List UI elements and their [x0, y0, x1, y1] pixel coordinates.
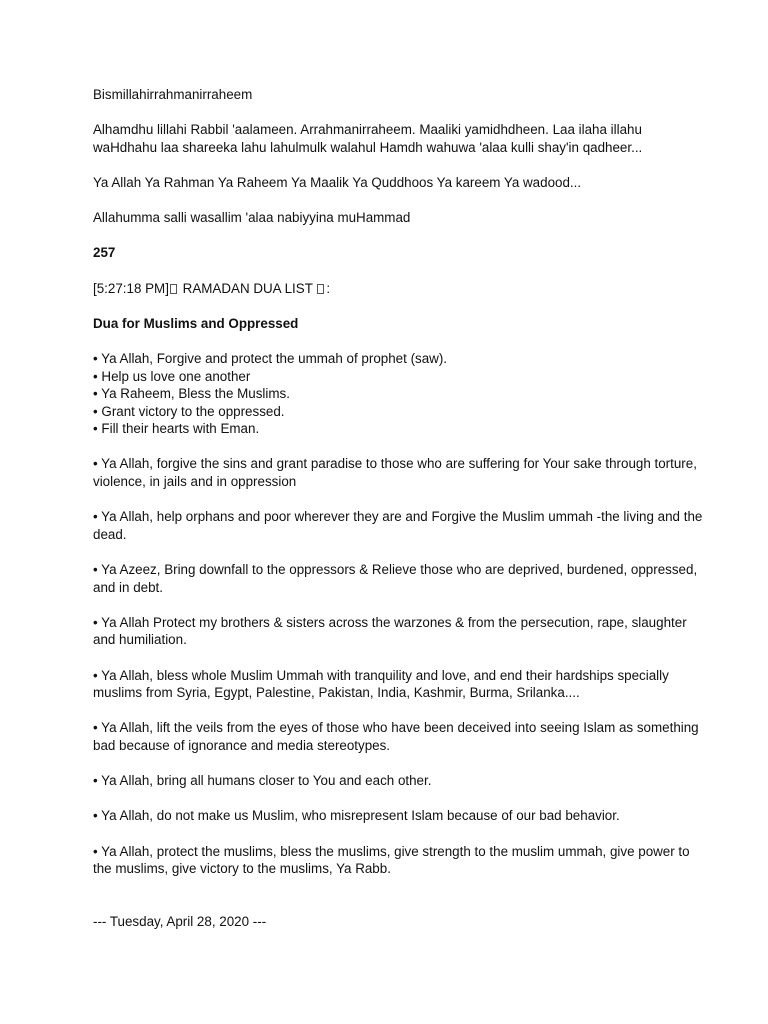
header-colon: : [326, 280, 331, 296]
header-title: RAMADAN DUA LIST [178, 280, 317, 296]
dua-paragraph: • Ya Allah, protect the muslims, bless the muslims, give strength to the muslim ummah, give power to the muslims, give victory to the muslims, Ya Rabb. [93, 843, 690, 877]
dua-paragraph: • Ya Allah Protect my brothers & sisters across the warzones & from the persecution, rape, slaughter and humiliation. [93, 614, 687, 648]
names-paragraph: Ya Allah Ya Rahman Ya Raheem Ya Maalik Ya Quddhoos Ya kareem Ya wadood... [93, 174, 582, 190]
list-item: • Grant victory to the oppressed. [93, 403, 285, 419]
basmala-line: Bismillahirrahmanirraheem [93, 87, 253, 102]
alhamdhu-paragraph: Alhamdhu lillahi Rabbil 'aalameen. Arrahmanirraheem. Maaliki yamidhdheen. Laa ilaha illahu waHdhahu laa shareeka lahu lahulmulk walahul Hamdh wahuwa 'alaa kulli shay'in qadheer... [93, 122, 643, 155]
date-footer: --- Tuesday, April 28, 2020 --- [93, 913, 267, 929]
list-item: • Ya Allah, Forgive and protect the ummah of prophet (saw). [93, 350, 448, 366]
list-item: • Fill their hearts with Eman. [93, 421, 260, 437]
message-header [93, 280, 708, 298]
list-item: • Ya Raheem, Bless the Muslims. [93, 386, 290, 402]
box-glyph-icon [317, 284, 324, 294]
header-time: [5:27:18 PM] [93, 280, 169, 296]
dua-paragraph: • Ya Allah, bring all humans closer to You and each other. [93, 773, 432, 789]
dua-paragraph: • Ya Allah, forgive the sins and grant paradise to those who are suffering for Your sake through torture, violence, in jails and in oppression [93, 456, 697, 490]
dua-paragraph: • Ya Allah, bless whole Muslim Ummah with tranquility and love, and end their hardships specially muslims from Syria, Egypt, Palestine, Pakistan, India, Kashmir, Burma, Srilanka.... [93, 667, 669, 701]
dua-paragraph: • Ya Allah, do not make us Muslim, who misrepresent Islam because of our bad behavior. [93, 808, 620, 824]
dua-paragraph: • Ya Azeez, Bring downfall to the oppressors & Relieve those who are deprived, burdened, oppressed, and in debt. [93, 562, 698, 595]
list-item: • Help us love one another [93, 368, 251, 384]
section-title: Dua for Muslims and Oppressed [93, 315, 299, 331]
box-glyph-icon [170, 284, 177, 294]
salawat-paragraph: Allahumma salli wasallim 'alaa nabiyyina muHammad [93, 210, 411, 226]
message-number: 257 [93, 245, 116, 261]
dua-paragraph: • Ya Allah, help orphans and poor wherever they are and Forgive the Muslim ummah -the living and the dead. [93, 509, 703, 542]
short-dua-list [93, 350, 708, 438]
dua-paragraph: • Ya Allah, lift the veils from the eyes of those who have been deceived into seeing Islam as something bad because of ignorance and media stereotypes. [93, 720, 699, 753]
